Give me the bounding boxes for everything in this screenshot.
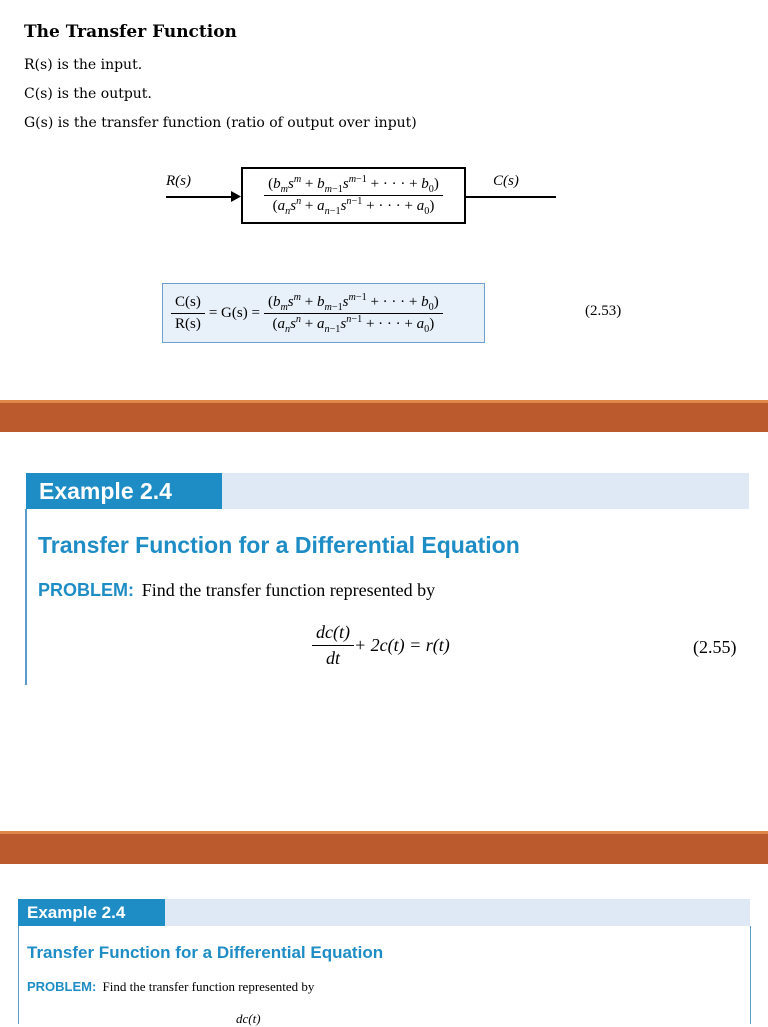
problem-statement: PROBLEM: Find the transfer function represented by xyxy=(38,580,436,600)
example-title-2: Transfer Function for a Differential Equation xyxy=(27,943,384,962)
example-header-band-2 xyxy=(165,899,750,926)
section-divider-bar xyxy=(0,403,768,432)
equation-number-2-53: (2.53) xyxy=(585,303,622,319)
differential-equation: $\frac{dc(t)}{dt}$ + 2c(t) = r(t) xyxy=(312,622,450,669)
example-left-rule-2 xyxy=(18,926,19,1024)
transfer-function-block xyxy=(241,167,466,224)
example-label-2: Example 2.4 xyxy=(27,903,126,922)
section-divider-bar-2 xyxy=(0,834,768,864)
page-heading: The Transfer Function xyxy=(24,22,237,42)
input-arrowhead xyxy=(231,191,241,202)
example-label: Example 2.4 xyxy=(39,478,172,504)
example-title: Transfer Function for a Differential Equation xyxy=(38,532,520,558)
equation-number-2-55: (2.55) xyxy=(693,637,737,657)
example-header-band xyxy=(222,473,749,509)
example-left-rule xyxy=(25,509,27,685)
input-arrow xyxy=(166,196,234,198)
diagram-input-label: R(s) xyxy=(166,173,191,189)
diagram-output-label: C(s) xyxy=(493,173,519,189)
block-fraction: $\frac{(b_ms^m + b_{m-1}s^{m-1} + \cdot \cdot \cdot + b_0)}{(a_ns^n + a_{n-1}s^{n-1} + \cdot \cdot \cdot + a_0)}$ xyxy=(264,176,443,215)
equals-g: = G(s) = xyxy=(208,304,260,321)
lhs-fraction: $\frac{C(s)}{R(s)}$ xyxy=(171,294,205,333)
output-line xyxy=(466,196,556,198)
problem-statement-2: PROBLEM: Find the transfer function represented by xyxy=(27,979,315,994)
rhs-fraction: $\frac{(b_ms^m + b_{m-1}s^{m-1} + \cdot \cdot \cdot + b_0)}{(a_ns^n + a_{n-1}s^{n-1} + \cdot \cdot \cdot + a_0)}$ xyxy=(264,294,443,333)
output-definition: C(s) is the output. xyxy=(24,86,152,102)
differential-equation-2-partial: dc(t) xyxy=(236,1011,261,1026)
example-right-rule-2 xyxy=(750,926,751,1024)
equation-2-53-box xyxy=(162,283,485,343)
tf-definition: G(s) is the transfer function (ratio of output over input) xyxy=(24,115,417,131)
input-definition: R(s) is the input. xyxy=(24,57,143,73)
